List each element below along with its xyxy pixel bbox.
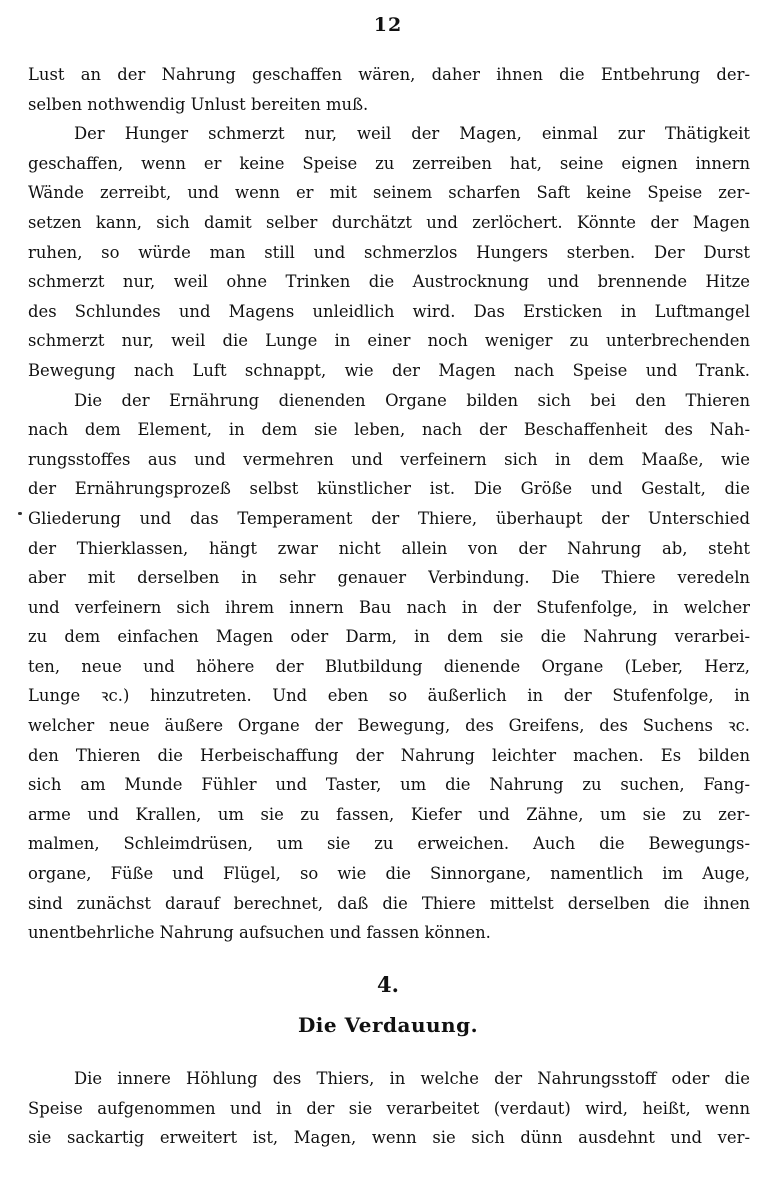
text-line: ten, neue und höhere der Blutbildung dienende Organe (Leber, Herz, bbox=[28, 656, 750, 676]
text-line: schmerzt nur, weil die Lunge in einer noch weniger zu unterbrechenden bbox=[28, 331, 750, 351]
body-text bbox=[28, 60, 750, 948]
text-line: unentbehrliche Nahrung aufsuchen und fassen können. bbox=[28, 923, 491, 943]
text-line: der Ernährungsprozeß selbst künstlicher ist. Die Größe und Gestalt, die bbox=[28, 479, 750, 499]
text-line: Die innere Höhlung des Thiers, in welche der Nahrungsstoff oder die bbox=[74, 1069, 750, 1088]
section-number: 4. bbox=[377, 972, 399, 997]
text-line: der Thierklassen, hängt zwar nicht allein von der Nahrung ab, steht bbox=[28, 538, 750, 558]
text-line: nach dem Element, in dem sie leben, nach der Beschaffenheit des Nah- bbox=[28, 420, 750, 440]
text-line: geschaffen, wenn er keine Speise zu zerreiben hat, seine eignen innern bbox=[28, 153, 750, 173]
text-line: sich am Munde Fühler und Taster, um die Nahrung zu suchen, Fang- bbox=[28, 775, 750, 795]
print-speck bbox=[18, 512, 22, 515]
text-line: malmen, Schleimdrüsen, um sie zu erweichen. Auch die Bewegungs- bbox=[28, 834, 750, 854]
text-line: des Schlundes und Magens unleidlich wird. Das Ersticken in Luftmangel bbox=[28, 301, 750, 321]
text-line: arme und Krallen, um sie zu fassen, Kiefer und Zähne, um sie zu zer- bbox=[28, 804, 750, 824]
text-line: Speise aufgenommen und in der sie verarbeitet (verdaut) wird, heißt, wenn bbox=[28, 1098, 750, 1118]
text-line: schmerzt nur, weil ohne Trinken die Austrocknung und brennende Hitze bbox=[28, 272, 750, 292]
section-title: Die Verdauung. bbox=[297, 1013, 479, 1037]
text-line: Gliederung und das Temperament der Thiere, überhaupt der Unterschied bbox=[28, 508, 750, 528]
text-line: welcher neue äußere Organe der Bewegung, des Greifens, des Suchens ꝛc. bbox=[28, 716, 750, 736]
text-line: Der Hunger schmerzt nur, weil der Magen, einmal zur Thätigkeit bbox=[74, 124, 750, 144]
text-line: ruhen, so würde man still und schmerzlos Hungers sterben. Der Durst bbox=[28, 242, 750, 262]
text-line: den Thieren die Herbeischaffung der Nahrung leichter machen. Es bilden bbox=[28, 745, 750, 765]
text-line: aber mit derselben in sehr genauer Verbindung. Die Thiere veredeln bbox=[28, 568, 750, 588]
text-line: sie sackartig erweitert ist, Magen, wenn sie sich dünn ausdehnt und ver- bbox=[28, 1128, 750, 1148]
text-line: sind zunächst darauf berechnet, daß die Thiere mittelst derselben die ihnen bbox=[28, 893, 750, 913]
text-line: selben nothwendig Unlust bereiten muß. bbox=[28, 94, 369, 114]
page-number: 12 bbox=[373, 14, 403, 36]
text-line: und verfeinern sich ihrem innern Bau nach in der Stufenfolge, in welcher bbox=[28, 597, 750, 617]
text-line: Wände zerreibt, und wenn er mit seinem scharfen Saft keine Speise zer- bbox=[28, 183, 750, 203]
text-line: rungsstoffes aus und vermehren und verfeinern sich in dem Maaße, wie bbox=[28, 449, 750, 469]
section-body-text bbox=[28, 1064, 750, 1153]
text-line: zu dem einfachen Magen oder Darm, in dem sie die Nahrung verarbei- bbox=[28, 627, 750, 647]
text-line: setzen kann, sich damit selber durchätzt und zerlöchert. Könnte der Magen bbox=[28, 212, 750, 232]
text-line: Lust an der Nahrung geschaffen wären, daher ihnen die Entbehrung der- bbox=[28, 65, 750, 84]
text-line: Die der Ernährung dienenden Organe bilden sich bei den Thieren bbox=[74, 390, 750, 410]
text-line: organe, Füße und Flügel, so wie die Sinnorgane, namentlich im Auge, bbox=[28, 864, 750, 884]
text-line: Lunge ꝛc.) hinzutreten. Und eben so äußerlich in der Stufenfolge, in bbox=[28, 686, 750, 706]
text-line: Bewegung nach Luft schnappt, wie der Magen nach Speise und Trank. bbox=[28, 360, 750, 380]
